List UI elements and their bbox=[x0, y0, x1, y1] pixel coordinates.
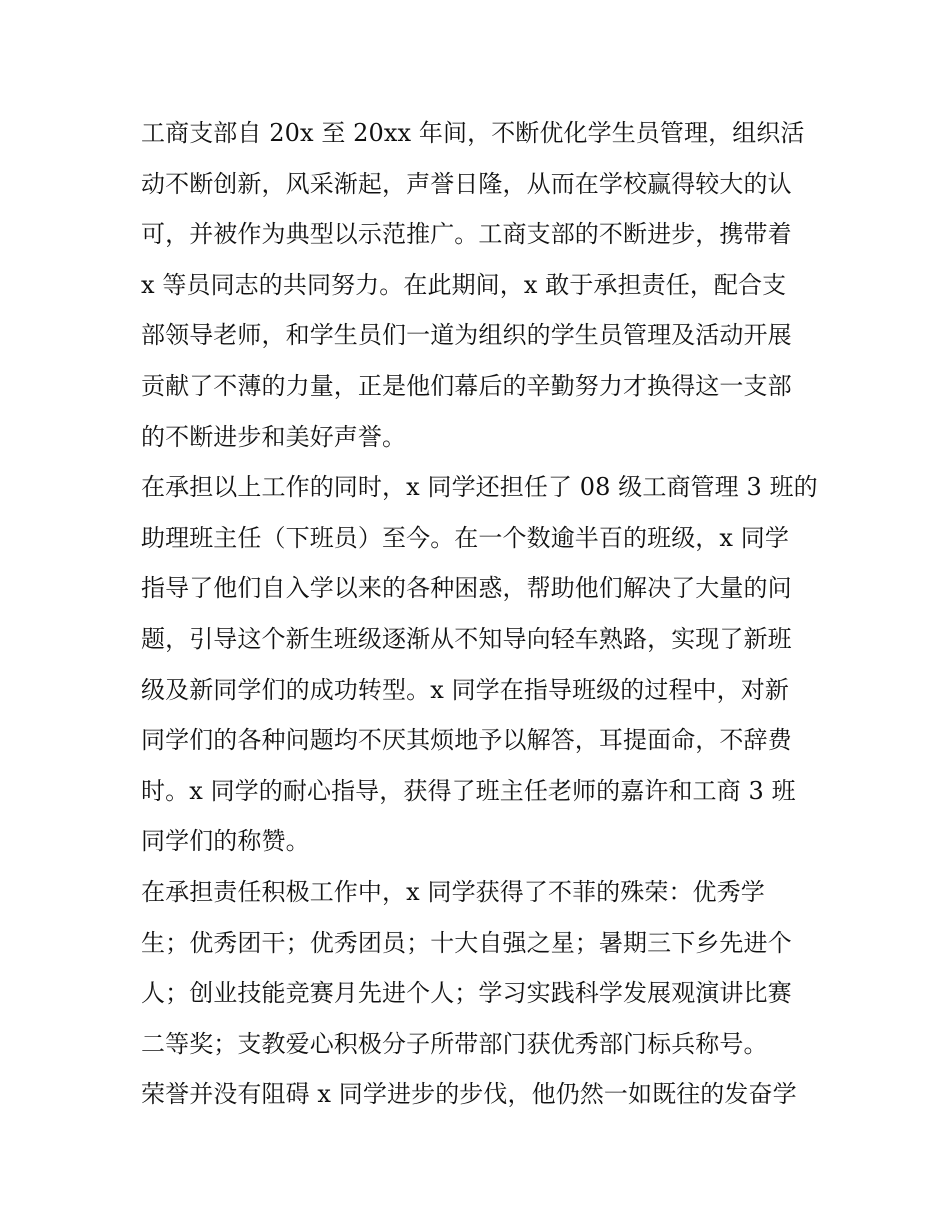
text-line: 的不断进步和美好声誉。 bbox=[141, 422, 407, 451]
text-line: 部领导老师，和学生员们一道为组织的学生员管理及活动开展 bbox=[141, 321, 792, 350]
text-line: 助理班主任（下班员）至今。在一个数逾半百的班级，x 同学 bbox=[141, 523, 789, 552]
text-line: 荣誉并没有阻碍 x 同学进步的步伐，他仍然一如既往的发奋学 bbox=[141, 1080, 797, 1109]
text-line: 工商支部自 20x 至 20xx 年间，不断优化学生员管理，组织活 bbox=[141, 119, 805, 147]
text-line: 动不断创新，风采渐起，声誉日隆，从而在学校赢得较大的认 bbox=[141, 169, 792, 198]
text-line: 在承担责任积极工作中，x 同学获得了不菲的殊荣：优秀学 bbox=[141, 877, 765, 906]
text-line: 时。x 同学的耐心指导，获得了班主任老师的嘉许和工商 3 班 bbox=[141, 776, 796, 805]
text-line: 生；优秀团干；优秀团员；十大自强之星；暑期三下乡先进个 bbox=[141, 928, 792, 957]
text-line: 同学们的称赞。 bbox=[141, 827, 310, 856]
paragraph-honors bbox=[141, 867, 816, 1069]
text-line: 同学们的各种问题均不厌其烦地予以解答，耳提面命，不辞费 bbox=[141, 726, 792, 755]
text-line: 人；创业技能竞赛月先进个人；学习实践科学发展观演讲比赛 bbox=[141, 979, 792, 1008]
text-line: x 等员同志的共同努力。在此期间，x 敢于承担责任，配合支 bbox=[141, 270, 787, 299]
text-line: 贡献了不薄的力量，正是他们幕后的辛勤努力才换得这一支部 bbox=[141, 371, 792, 400]
paragraph-continued-progress bbox=[141, 1069, 816, 1120]
text-line: 在承担以上工作的同时，x 同学还担任了 08 级工商管理 3 班的 bbox=[141, 473, 818, 502]
text-line: 指导了他们自入学以来的各种困惑，帮助他们解决了大量的问 bbox=[141, 574, 792, 603]
text-line: 级及新同学们的成功转型。x 同学在指导班级的过程中，对新 bbox=[141, 675, 789, 704]
text-line: 二等奖；支教爱心积极分子所带部门获优秀部门标兵称号。 bbox=[141, 1029, 768, 1058]
text-line: 可，并被作为典型以示范推广。工商支部的不断进步，携带着 bbox=[141, 220, 792, 249]
paragraph-class-assistant bbox=[141, 462, 816, 867]
paragraph-branch-achievements bbox=[141, 108, 816, 462]
text-line: 题，引导这个新生班级逐渐从不知导向轻车熟路，实现了新班 bbox=[141, 624, 792, 653]
document-body bbox=[141, 108, 816, 1120]
